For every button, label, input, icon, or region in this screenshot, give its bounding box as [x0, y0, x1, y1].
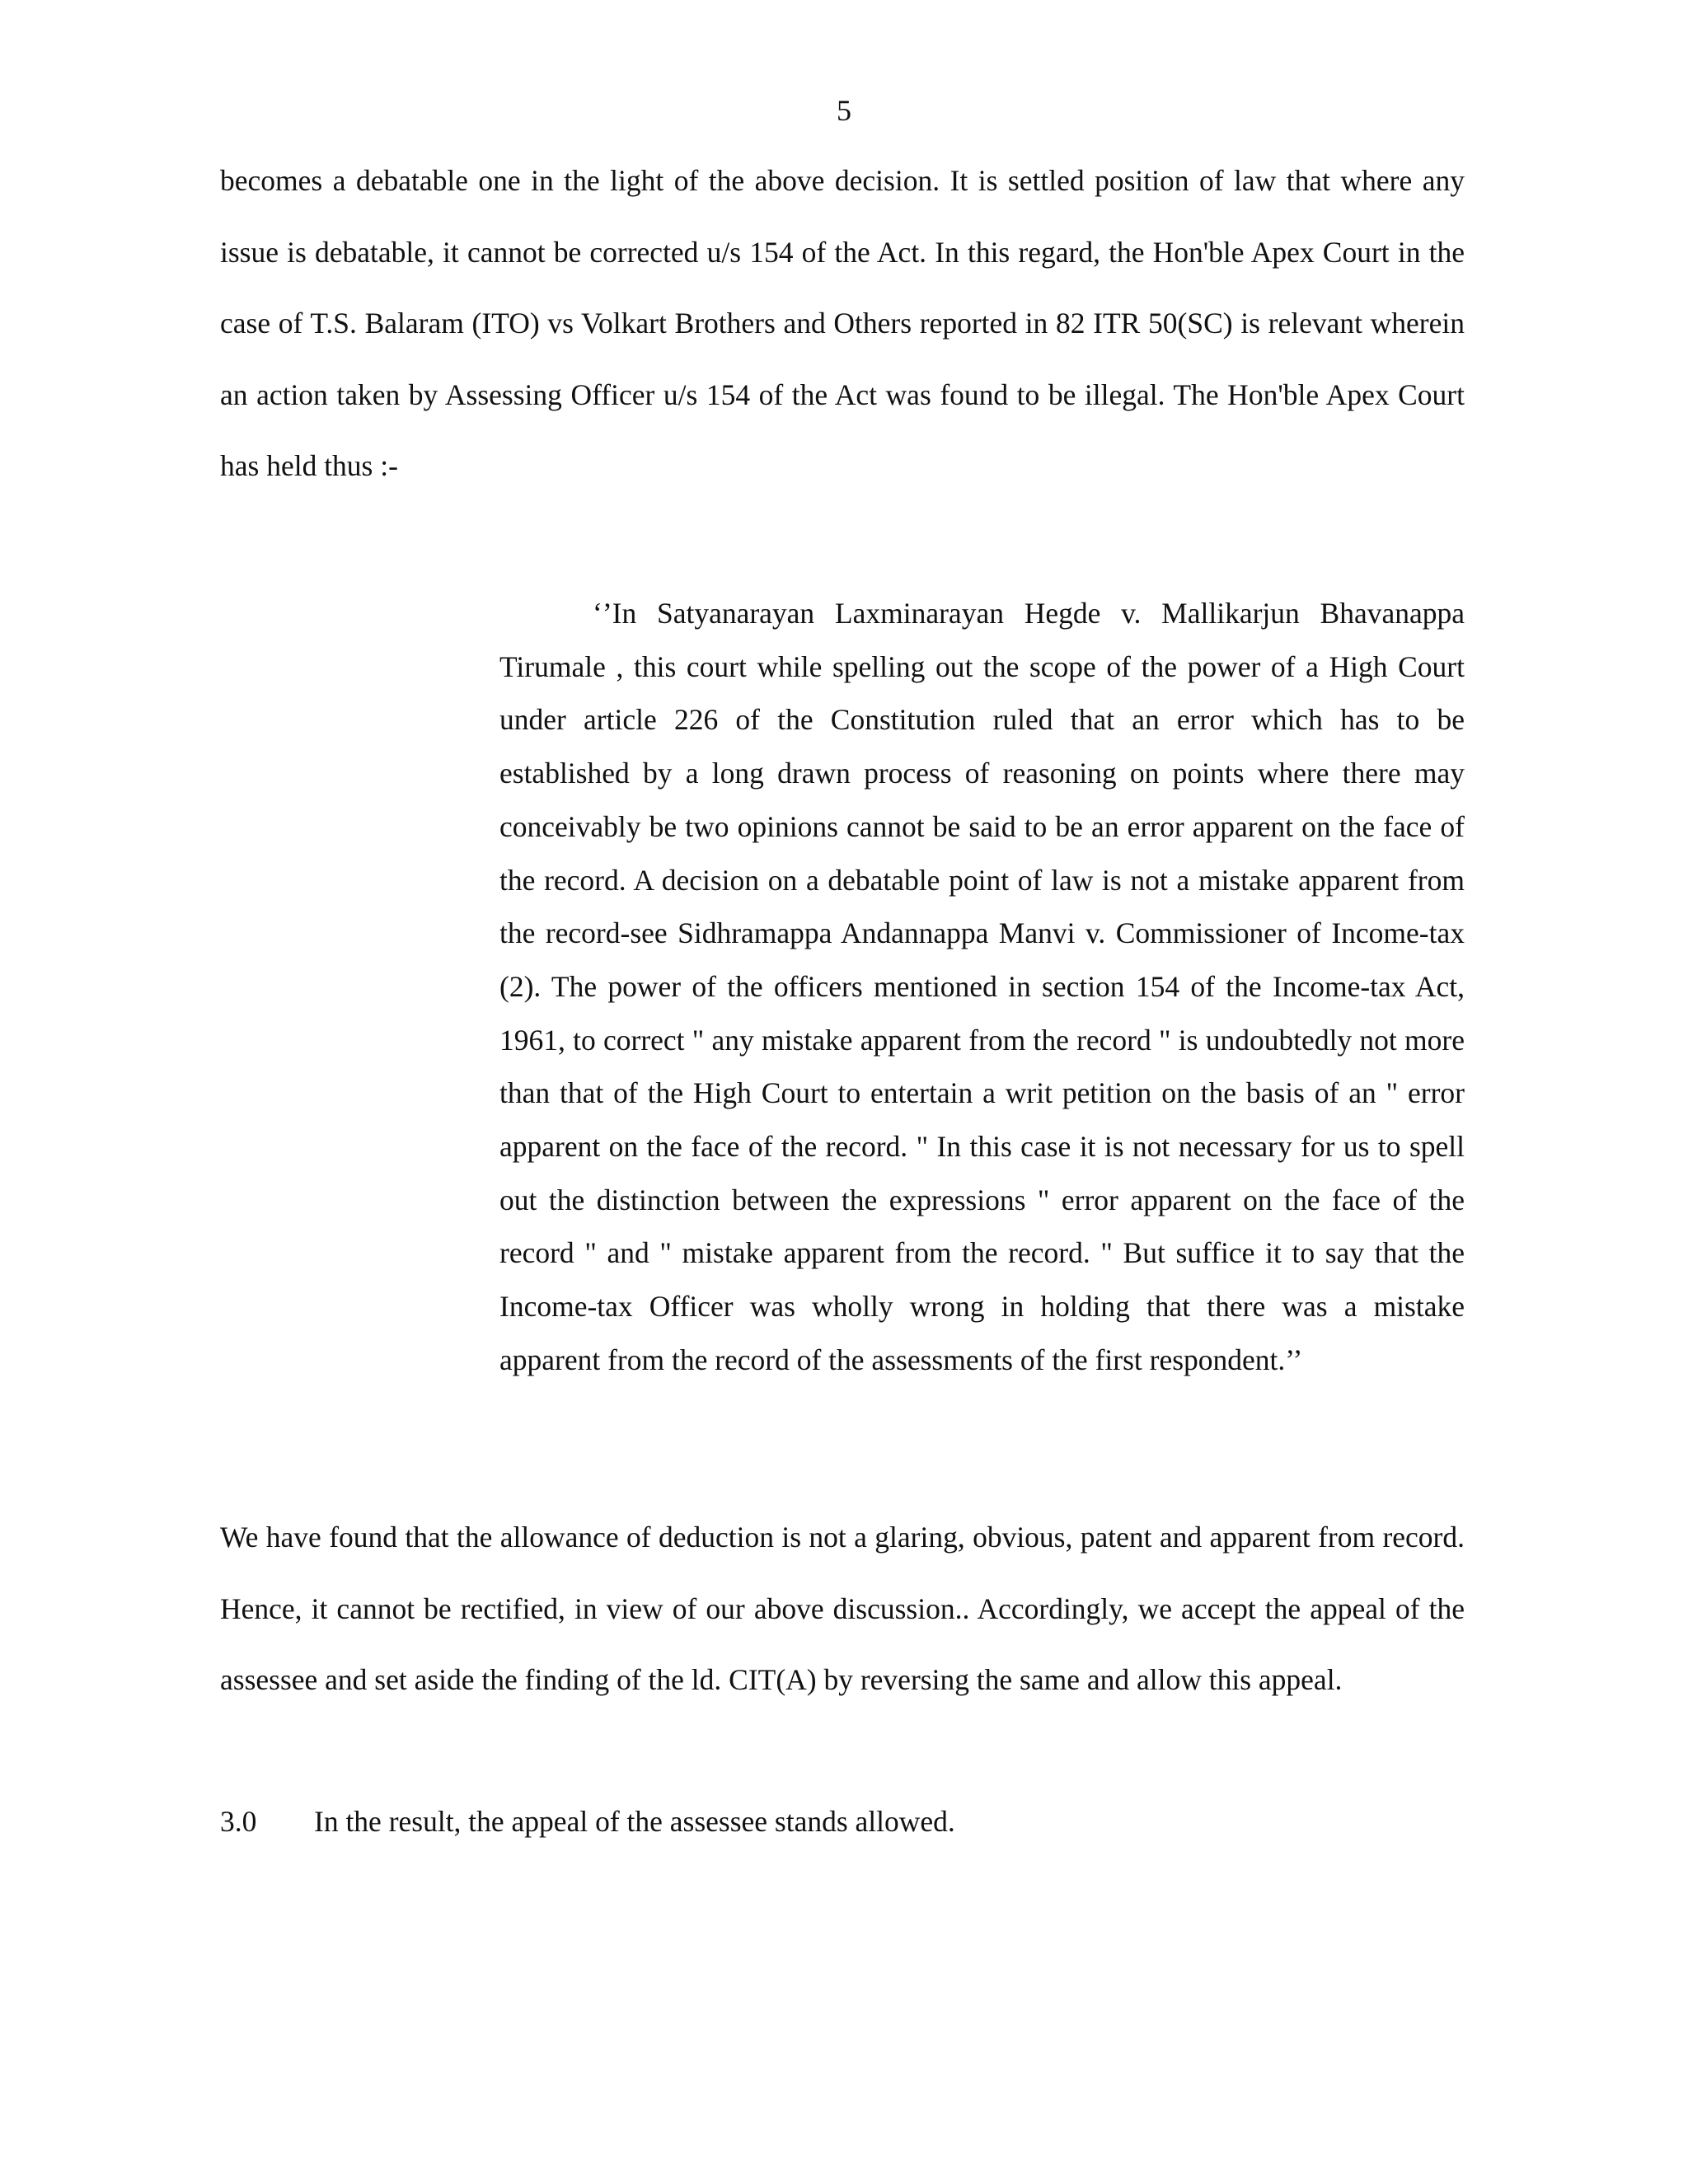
result-text: In the result, the appeal of the assessee stands allowed. — [314, 1805, 955, 1838]
result-paragraph — [220, 1797, 1465, 1846]
block-quote-apex-court: ‘’In Satyanarayan Laxminarayan Hegde v. Mallikarjun Bhavanappa Tirumale , this court while spelling out the scope of the power of a High Court under article 226 of the Constitution ruled that an error which has to be established by a long drawn process of reasoning on points where there may conceivably be two opinions cannot be said to be an error apparent on the face of the record. A decision on a debatable point of law is not a mistake apparent from the record-see Sidhramappa Andannappa Manvi v. Commissioner of Income-tax (2). The power of the officers mentioned in section 154 of the Income-tax Act, 1961, to correct " any mistake apparent from the record " is undoubtedly not more than that of the High Court to entertain a writ petition on the basis of an " error apparent on the face of the record. " In this case it is not necessary for us to spell out the distinction between the expressions " error apparent on the face of the record " and " mistake apparent from the record. " But suffice it to say that the Income-tax Officer was wholly wrong in holding that there was a mistake apparent from the record of the assessments of the first respondent.’’ — [499, 597, 1465, 1376]
page-number: 5 — [837, 94, 851, 127]
result-section-number: 3.0 — [220, 1805, 257, 1838]
paragraph-debatable-issue: becomes a debatable one in the light of the above decision. It is settled position of law that where any issue is debatable, it cannot be corrected u/s 154 of the Act. In this regard, the Hon'ble Apex Court in the case of T.S. Balaram (ITO) vs Volkart Brothers and Others reported in 82 ITR 50(SC) is relevant wherein an action taken by Assessing Officer u/s 154 of the Act was found to be illegal. The Hon'ble Apex Court has held thus :- — [220, 164, 1465, 482]
paragraph-finding: We have found that the allowance of deduction is not a glaring, obvious, patent and apparent from record. Hence, it cannot be rectified, in view of our above discussion.. Accordingly, we accept the appeal of the assessee and set aside the finding of the ld. CIT(A) by reversing the same and allow this appeal. — [220, 1521, 1465, 1696]
